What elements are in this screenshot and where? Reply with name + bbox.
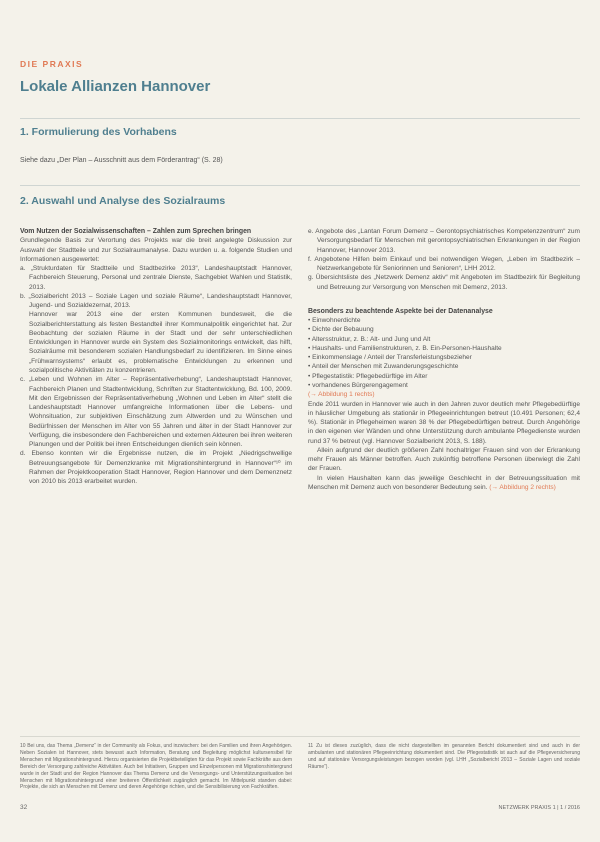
subheading: Vom Nutzen der Sozialwissenschaften – Zahlen zum Sprechen bringen	[20, 228, 252, 235]
publication-info: NETZWERK PRAXIS 1 | 1 / 2016	[498, 805, 580, 811]
section-1-text: Siehe dazu „Der Plan – Ausschnitt aus dem Förderantrag“ (S. 28)	[20, 157, 223, 164]
list-item: f. Angebotene Hilfen beim Einkauf und bei notwendigen Wegen, „Leben im Stadtbezirk – Netzwerkangebote für Seniorinnen und Senioren“, LHH 2012.	[308, 255, 580, 273]
subheading: Besonders zu beachtende Aspekte bei der Datenanalyse	[308, 307, 493, 315]
list-item: e. Angebote des „Lantan Forum Demenz – Gerontopsychiatrisches Kompetenzzentrum“ zum Versorgungsbedarf für Menschen mit gerontopsychiatrischen Erkrankungen in der Region Hannover, Hannover 2013.	[308, 228, 580, 254]
list-item: b. „Sozialbericht 2013 – Soziale Lagen und soziale Räume“, Landeshauptstadt Hannover, Jugend- und Sozialdezernat, 2013.	[20, 292, 292, 310]
bullet-item: • Einwohnerdichte	[308, 317, 361, 325]
page-title: Lokale Allianzen Hannover	[20, 78, 211, 95]
footnote-text: 10 Bei uns, das Thema „Demenz“ in der Community als Fokus, und inzwischen: bei den Familien und ihren Angehörigen. Neben Sozialen ist Hannover, stets bewusst auch Information, Beratung und Begleitung möglichst kultursensibel für Menschen mit Migrationshintergrund. Hierzu organisierten die Projektbeteiligten für das Projekt sowie Fachkräfte aus dem Bereich der Versorgung zahlreiche Aktivitäten. Auch bei Initiativen, Gruppen und Einzelpersonen mit Migrationshintergrund wurde in der Stadt und der Region Hannover das Thema Demenz und die Versorgungs- und Unterstützungssituation bei Menschen mit Migrationshintergrund einer breiteren Öffentlichkeit zugänglich gemacht. Im Mittelpunkt standen dabei: Projekte, die sich an Menschen mit Demenz und deren Angehörige richten, und die Sensibilisierung von Fachkräften.	[20, 743, 292, 791]
paragraph: Ende 2011 wurden in Hannover wie auch in den Jahren zuvor deutlich mehr Pflegebedürftige in häuslicher Umgebung als stationär in Pflegeeinrichtungen betreut (10.491 Personen; 62,4 %). Stationär in Pflegeheimen waren 38 % der Pflegebedürftigen betreut. Durch Angehörige in den eigenen vier Wänden und ohne Unterstützung durch ambulante Pflegedienste wurden rund 37 % betreut (vgl. Hannover Sozialbericht 2013, S. 188).	[308, 400, 580, 445]
figure-reference: (→ Abbildung 1 rechts)	[308, 391, 375, 399]
footnote-divider	[20, 736, 580, 737]
bullet-item: • Einkommenslage / Anteil der Transferleistungsbezieher	[308, 354, 472, 362]
paragraph: Allein aufgrund der deutlich größeren Zahl hochaltriger Frauen sind von der Erkrankung mehr Frauen als Männer betroffen. Auch zukünftig betroffene Personen überwiegt die Zahl der Frauen.	[308, 446, 580, 473]
right-column	[308, 227, 580, 492]
section-heading-1: 1. Formulierung des Vorhabens	[20, 126, 177, 138]
bullet-item: • Dichte der Bebauung	[308, 326, 374, 334]
list-item: a. „Strukturdaten für Stadtteile und Stadtbezirke 2013“, Landeshauptstadt Hannover, Fachbereich Steuerung, Personal und zentrale Dienste, Sachgebiet Wahlen und Statistik, 2013.	[20, 265, 292, 291]
page-number: 32	[20, 804, 28, 811]
paragraph-text: In vielen Haushalten kann das jeweilige Geschlecht in der Betreuungssituation mit Menschen mit Demenz auch von besonderer Bedeutung sein.	[308, 474, 580, 491]
list-item: g. Übersichtsliste des „Netzwerk Demenz aktiv“ mit Angeboten im Stadtbezirk für Begleitung und Betreuung zur Versorgung von Menschen mit Demenz, 2013.	[308, 274, 580, 291]
figure-reference: (→ Abbildung 2 rechts)	[489, 483, 556, 491]
divider	[20, 118, 580, 119]
bullet-item: • Altersstruktur, z. B.: Alt- und Jung und Alt	[308, 335, 431, 343]
footnote-11	[308, 743, 580, 771]
bullet-item: • vorhandenes Bürgerengagement	[308, 382, 408, 390]
paragraph: Grundlegende Basis zur Verortung des Projekts war die breit angelegte Diskussion zur Auswahl der Stadtteile und zur Sozialraumanalyse. Dazu wurden u. a. folgende Studien und Informationen ausgewertet:	[20, 237, 292, 263]
footnote-10	[20, 743, 292, 791]
divider	[20, 185, 580, 186]
list-item: c. „Leben und Wohnen im Alter – Repräsentativerhebung“, Landeshauptstadt Hannover, Fachbereich Planen und Stadtentwicklung, Schriften zur Stadtentwicklung, Bd. 100, 2009. Mit den Ergebnissen der Repräsentativerhebung „Wohnen und Leben im Alter“ stellt die Landeshauptstadt Hannover umfangreiche Informationen über die Lebens- und Wohnsituation, zur subjektiven Einschätzung zum Altwerden und zu Wünschen und Bedürfnissen der Menschen im Alter von 55 Jahren und älter in der Stadt Hannover zur Verfügung, die insbesondere den Fachbereichen und externen Akteuren bei ihren weiteren Planungen und der Politik bei ihren Entscheidungen dienlich sein können.	[20, 376, 292, 449]
paragraph: Hannover war 2013 eine der ersten Kommunen bundesweit, die die Sozialberichterstattung als festen Bestandteil ihrer Kommunalpolitik eingerichtet hat. Zur Beobachtung der sozialen Räume in der Stadt und der sehr unterschiedlichen Entwicklungen in Hannover wurde ein System des Sozialmonitorings entwickelt, das hilft, Sozialräume mit besonderem sozialen Handlungsbedarf zu identifizieren. Im Sinne eines „Frühwarnsystems“ erlaubt es, problematische Entwicklungen zu erkennen und sozialpolitische Aktivitäten zu konzentrieren.	[29, 311, 292, 375]
paragraph	[308, 474, 580, 493]
footnote-text: 11 Zu ist dieses zuzüglich, dass die nicht dargestellten im genannten Bericht dokumentiert sind und auch in der ambulanten und stationären Pflegeeinrichtung dokumentiert sind. Die Pflegestatistik ist auch auf die Pflegeversicherung und auf stationäre Versorgungsleistungen bezogen worden (vgl. LHH „Sozialbericht 2013 – Soziale Lagen und soziale Räume“).	[308, 743, 580, 770]
section-heading-2: 2. Auswahl und Analyse des Sozialraums	[20, 195, 226, 207]
bullet-item: • Pflegestatistik: Pflegebedürftige im Alter	[308, 372, 428, 380]
section-label: DIE PRAXIS	[20, 59, 84, 69]
bullet-item: • Haushalts- und Familienstrukturen, z. B. Ein-Personen-Haushalte	[308, 344, 502, 352]
list-item: d. Ebenso konnten wir die Ergebnisse nutzen, die im Projekt „Niedrigschwellige Betreuungsangebote für Demenzkranke mit Migrationshintergrund in Hannover“¹⁰ im Rahmen der Projektkooperation Stadt Hannover, Region Hannover und dem Demenznetz von 2010 bis 2013 erarbeitet wurden.	[20, 450, 292, 486]
left-column	[20, 227, 292, 486]
bullet-item: • Anteil der Menschen mit Zuwanderungsgeschichte	[308, 363, 459, 371]
